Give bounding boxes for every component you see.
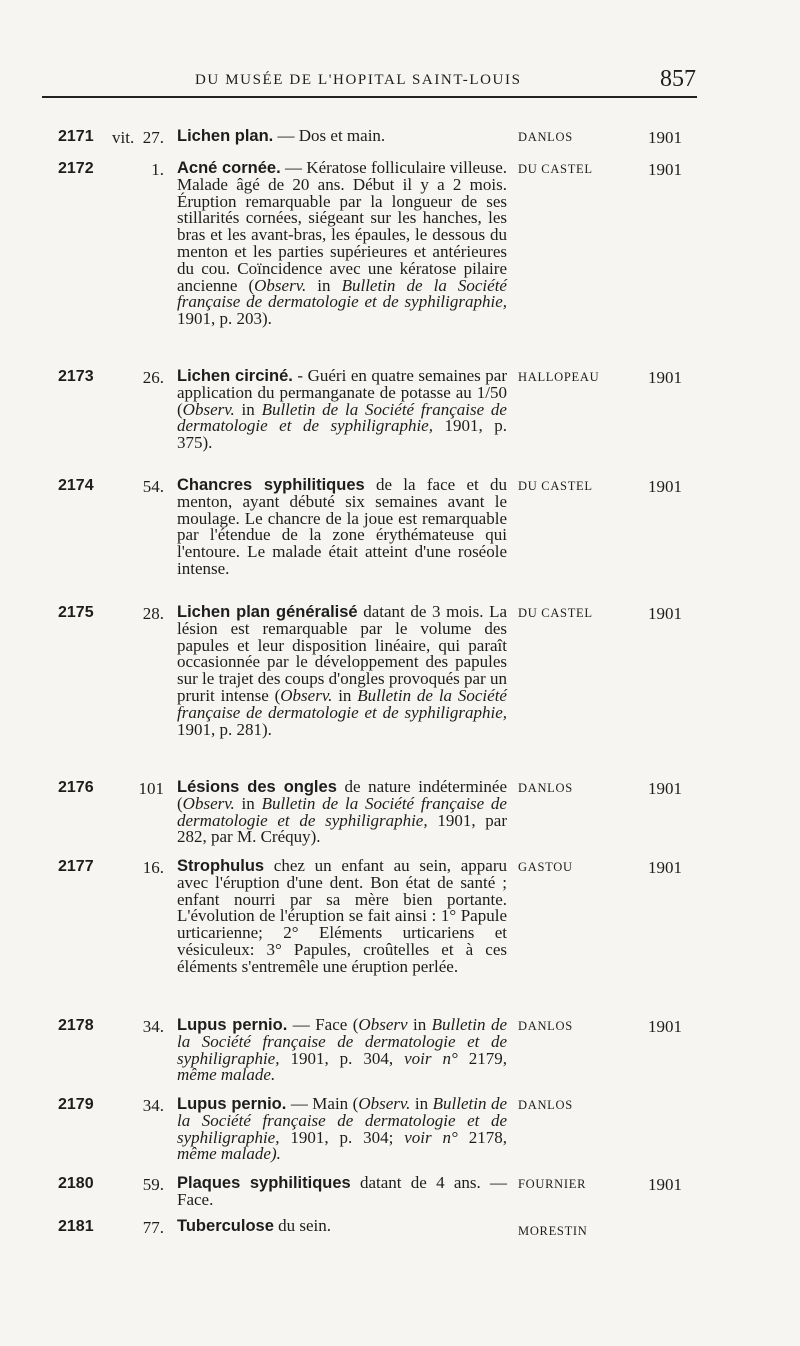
entry-text: in [234, 793, 262, 813]
entry-heading: Lupus pernio. [177, 1016, 288, 1034]
entry-heading: Plaques syphilitiques [177, 1174, 351, 1192]
entry-italic: Bulletin de la Société française de dermatologie et de syphiligraphie, [177, 399, 507, 436]
entry-text: 1901, p. 375). [177, 416, 508, 453]
entry-number: 2175 [58, 604, 94, 621]
entry-italic: Bulletin de la Société française de dermatologie et de syphiligraphie, [177, 275, 507, 312]
entry-doctor: DANLOS [518, 781, 573, 795]
catalog-entry [0, 128, 800, 150]
entry-text: - Guéri en quatre semaines par application du permanganate de potasse au 1/50 ( [177, 366, 507, 419]
entry-year: 1901 [648, 858, 682, 877]
entry-subnumber: 26. [142, 368, 164, 387]
entry-subnumber: 1. [151, 160, 164, 179]
entry-description [177, 1017, 507, 1084]
entry-description [177, 1096, 507, 1163]
entry-number: 2179 [58, 1096, 94, 1113]
entry-heading: Chancres syphilitiques [177, 476, 365, 494]
entry-description [177, 779, 507, 846]
entry-doctor: HALLOPEAU [518, 370, 600, 384]
catalog-entry [0, 604, 800, 770]
entry-year: 1901 [648, 1017, 682, 1036]
entry-subnumber: 34. [142, 1017, 164, 1036]
entry-doctor: FOURNIER [518, 1177, 587, 1191]
catalog-entry [0, 368, 800, 468]
entry-heading: Lupus pernio. [177, 1095, 287, 1113]
page-number: 857 [660, 66, 696, 92]
entry-italic: Observ. [182, 399, 235, 419]
entry-heading: Lichen circiné. [177, 367, 293, 385]
entry-number: 2180 [58, 1175, 94, 1192]
entry-text: in [410, 1094, 433, 1113]
entry-text: datant de 4 ans. — Face. [177, 1173, 508, 1209]
catalog-entry [0, 1017, 800, 1087]
catalog-entry [0, 477, 800, 595]
entry-italic: Observ. [358, 1094, 411, 1113]
entry-doctor: DANLOS [518, 1098, 573, 1112]
entry-text: de la face et du menton, ayant débuté six semaines avant le moulage. Le chancre de la joue est remarquable par l'étendue de la zone érythémateuse qui l'entoure. Le malade était atteint d'une roséole intense. [177, 475, 507, 578]
entry-heading: Strophulus [177, 857, 265, 875]
entry-year: 1901 [648, 779, 682, 798]
entry-subnumber: 77. [142, 1218, 164, 1237]
entry-description [177, 1218, 507, 1235]
catalog-entry [0, 779, 800, 849]
entry-description [177, 1175, 507, 1209]
entry-italic: Observ [358, 1015, 408, 1034]
entry-italic: même malade). [177, 1144, 281, 1164]
entry-number: 2181 [58, 1218, 94, 1235]
entry-italic: Observ. [254, 275, 307, 295]
entry-italic: Observ. [182, 793, 235, 813]
catalog-entry [0, 1175, 800, 1211]
entry-heading: Lésions des ongles [177, 778, 337, 796]
entry-text: 1901, p. 304, [279, 1048, 405, 1068]
entry-text: — Main ( [286, 1094, 359, 1113]
entry-text: — Kératose folliculaire villeuse. Malade âgé de 20 ans. Début il y a 2 mois. Éruption remarquable par la longueur de ses stillarités cornées, siégeant sur les hanches, les bras et les avant-bras, les épaules, le dessous du menton et les parties supérieures et antérieures du cou. Coïncidence avec une kératose pilaire ancienne ( [177, 158, 508, 295]
entry-heading: Acné cornée. [177, 159, 281, 177]
entry-text: in [234, 399, 262, 419]
entry-number: 2172 [58, 160, 94, 177]
entry-number: 2178 [58, 1017, 94, 1034]
entry-description [177, 128, 507, 145]
entry-text: — Face ( [287, 1015, 359, 1034]
entry-subnumber: 27. [142, 128, 164, 147]
entry-year: 1901 [648, 477, 682, 496]
entry-italic: Bulletin de la Société française de dermatologie et de syphiligraphie, [177, 1094, 507, 1147]
entry-description [177, 604, 507, 738]
entry-heading: Lichen plan. [177, 127, 274, 145]
entry-text: 1901, p. 203). [177, 309, 272, 329]
entry-doctor: DU CASTEL [518, 606, 593, 620]
entry-heading: Tuberculose [177, 1217, 274, 1235]
entry-year: 1901 [648, 1175, 682, 1194]
entry-description [177, 160, 507, 328]
entry-number: 2173 [58, 368, 94, 385]
entry-doctor: DANLOS [518, 1019, 573, 1033]
entry-text: in [407, 1015, 432, 1034]
entry-number: 2174 [58, 477, 94, 494]
entry-subnumber: 16. [142, 858, 164, 877]
entry-subnumber: 59. [142, 1175, 164, 1194]
entry-italic: voir n° [404, 1127, 458, 1147]
entry-italic: Bulletin de la Société française de dermatologie et de syphiligraphie, [177, 1015, 507, 1068]
entry-italic: même malade. [177, 1065, 276, 1085]
entry-text: datant de 3 mois. La lésion est remarquable par le volume des papules et leur disposition linéaire, qui paraît occasionnée par le développement des papules sur le trajet des coups d'ongles provoqués par un prurit intense ( [177, 602, 508, 705]
entry-text: du sein. [273, 1216, 332, 1235]
entry-vit: vit. [112, 128, 135, 147]
entry-italic: Bulletin de la Société française de dermatologie et de syphiligraphie, [177, 793, 507, 830]
entry-doctor: GASTOU [518, 860, 573, 874]
entry-year: 1901 [648, 368, 682, 387]
entry-text: 1901, par 282, par M. Créquy). [177, 810, 507, 847]
entry-subnumber: 28. [142, 604, 164, 623]
entry-text: 2178, [457, 1127, 507, 1147]
entry-text: in [332, 685, 358, 705]
entry-year: 1901 [648, 128, 682, 147]
entry-description [177, 368, 507, 452]
entry-year: 1901 [648, 604, 682, 623]
entry-subnumber: 54. [142, 477, 164, 496]
entry-text: 1901, p. 281). [177, 719, 272, 739]
entry-heading: Lichen plan généralisé [177, 603, 358, 621]
entry-text: 1901, p. 304; [279, 1127, 405, 1147]
entry-doctor: DU CASTEL [518, 162, 593, 176]
entry-italic: voir n° [404, 1048, 458, 1068]
entry-year: 1901 [648, 160, 682, 179]
entry-number: 2176 [58, 779, 94, 796]
catalog-entry [0, 858, 800, 1008]
entry-text: 2179, [457, 1048, 508, 1068]
entry-doctor: DANLOS [518, 130, 573, 144]
entry-number: 2171 [58, 128, 94, 145]
entry-italic: Bulletin de la Société française de dermatologie et de syphiligraphie, [177, 685, 507, 722]
entry-text: — Dos et main. [273, 126, 386, 145]
catalog-entry [0, 160, 800, 360]
entry-text: chez un enfant au sein, apparu avec l'éruption d'une dent. Bon état de santé ; enfant nourri par sa mère bien portante. L'évolution de l'éruption se fait ainsi : 1° Papule urticarienne; 2° Eléments urticariens et vésiculeux: 3° Papules, croûtelles et à ces éléments s'entremêle une éruption perlée. [177, 856, 507, 976]
running-title: DU MUSÉE DE L'HOPITAL SAINT-LOUIS [195, 72, 522, 88]
entry-italic: Observ. [280, 685, 333, 705]
entry-doctor: DU CASTEL [518, 479, 593, 493]
entry-description [177, 858, 507, 976]
entry-subnumber: 34. [142, 1096, 164, 1115]
entry-text: de nature indéterminée ( [177, 777, 507, 813]
entry-description [177, 477, 507, 578]
entry-subnumber: 101 [138, 779, 164, 798]
entry-doctor: MORESTIN [518, 1224, 588, 1238]
header-rule [42, 96, 697, 98]
catalog-entry [0, 1096, 800, 1166]
catalog-entry [0, 1218, 800, 1242]
entry-text: in [306, 275, 342, 295]
entry-number: 2177 [58, 858, 94, 875]
